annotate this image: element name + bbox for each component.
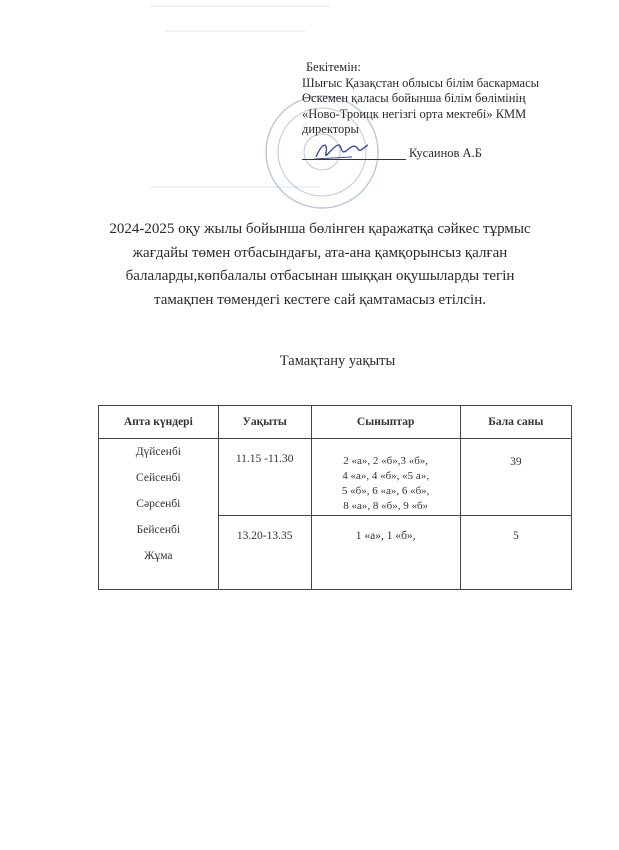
header-weekdays: Апта күндері	[99, 406, 219, 439]
day-wednesday: Сәрсенбі	[136, 498, 181, 510]
approval-line-1: Шығыс Қазақстан облысы білім баскармасы	[302, 75, 540, 90]
meal-schedule-table	[98, 405, 572, 590]
day-friday: Жұма	[144, 550, 173, 562]
classes-line: 8 «а», 8 «б», 9 «б»	[343, 500, 429, 512]
time-cell: 13.20-13.35	[218, 516, 311, 590]
classes-cell	[311, 516, 460, 590]
classes-line: 1 «а», 1 «б»,	[355, 530, 416, 542]
classes-line: 2 «а», 2 «б»,3 «б»,	[343, 455, 429, 467]
handwritten-signature	[312, 137, 372, 163]
scan-artifact	[165, 30, 305, 32]
approval-line-2: Өскемен қаласы бойынша білім бөлімінің	[302, 91, 526, 105]
classes-cell	[311, 439, 460, 516]
count-cell: 39	[460, 439, 571, 516]
approval-block	[302, 60, 602, 138]
count-cell: 5	[460, 516, 571, 590]
classes-line: 4 «а», 4 «б», «5 а»,	[342, 470, 430, 482]
scan-artifact	[150, 5, 330, 7]
table-header-row	[99, 406, 572, 439]
time-cell: 11.15 -11.30	[218, 439, 311, 516]
signer-name: Кусаинов А.Б	[409, 146, 482, 160]
heading-line-4: тамақпен төмендегі кестеге сай қамтамасыз етілсін.	[154, 291, 486, 308]
order-heading	[90, 218, 550, 312]
table-row	[99, 439, 572, 516]
classes-line: 5 «б», 6 «а», 6 «б»,	[341, 485, 430, 497]
table-title: Тамақтану уақыты	[279, 353, 396, 369]
heading-line-2: жағдайы төмен отбасындағы, ата-ана қамқорынсыз қалған	[132, 244, 508, 261]
weekdays-cell	[99, 439, 219, 590]
header-time: Уақыты	[218, 406, 311, 439]
approval-line-3: «Ново-Троицк негізгі орта мектебі» КММ	[302, 106, 527, 121]
header-classes: Сыныптар	[311, 406, 460, 439]
day-thursday: Бейсенбі	[136, 524, 181, 536]
heading-line-1: 2024-2025 оқу жылы бойынша бөлінген қаражатқа сәйкес тұрмыс	[109, 221, 531, 237]
approval-label: Бекітемін:	[306, 60, 361, 74]
header-child-count: Бала саны	[460, 406, 571, 439]
heading-line-3: балаларды,көпбалалы отбасынан шыққан оқушыларды тегін	[125, 268, 515, 284]
approval-line-4: директоры	[302, 122, 359, 136]
day-monday: Дүйсенбі	[135, 446, 181, 458]
day-tuesday: Сейсенбі	[136, 472, 181, 484]
